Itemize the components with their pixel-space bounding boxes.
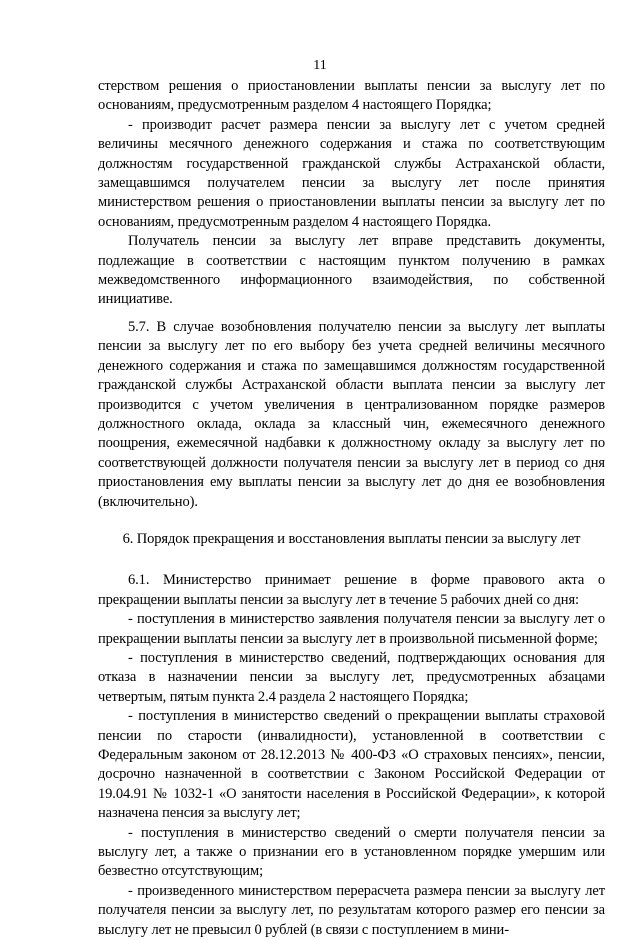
paragraph-6-1: 6.1. Министерство принимает решение в форме правового акта о прекращении выплаты пенсии за выслугу лет в течение 5 рабочих дней со дня: bbox=[98, 572, 605, 608]
list-item-refusal-grounds: - поступления в министерство сведений, подтверждающих основания для отказа в назначении пенсии за выслугу лет, предусмотренных абзацами четвертым, пятым пункта 2.4 раздела 2 настоящего Порядка; bbox=[98, 649, 605, 705]
document-body bbox=[98, 77, 605, 940]
list-item-application: - поступления в министерство заявления получателя пенсии за выслугу лет о прекращении выплаты пенсии за выслугу лет в произвольной письменной форме; bbox=[98, 611, 605, 647]
paragraph-continuation: стерством решения о приостановлении выплаты пенсии за выслугу лет по основаниям, предусмотренным разделом 4 настоящего Порядка; bbox=[98, 78, 605, 114]
page-number: 11 bbox=[313, 58, 327, 73]
paragraph-calculation: - производит расчет размера пенсии за выслугу лет с учетом средней величины месячного денежного содержания и стажа по соответствующим должностям государственной гражданской службы Астраханской области, замещавшимся получателем пенсии за выслугу лет после принятия министерством решения о приостановлении выплаты пенсии за выслугу лет по основаниям, предусмотренным разделом 4 настоящего Порядка. bbox=[98, 116, 605, 230]
paragraph-5-7: 5.7. В случае возобновления получателю пенсии за выслугу лет выплаты пенсии за выслугу лет по его выбору без учета средней величины месячного денежного содержания и стажа по замещавшимся должностям государственной гражданской службы Астраханской области выплата пенсии за выслугу лет производится с учетом увеличения в централизованном порядке размеров должностного оклада, оклада за классный чин, ежемесячного денежного поощрения, ежемесячной надбавки к должностному окладу за выслугу лет по соответствующей должности получателя пенсии за выслугу лет в период со дня приостановления ему выплаты пенсии за выслугу лет до дня ее возобновления (включительно). bbox=[98, 318, 605, 510]
list-item-death: - поступления в министерство сведений о смерти получателя пенсии за выслугу лет, а также о признании его в установленном порядке умершим или безвестно отсутствующим; bbox=[98, 824, 605, 880]
paragraph-documents: Получатель пенсии за выслугу лет вправе представить документы, подлежащие в соответствии с настоящим пунктом получению в рамках межведомственного информационного взаимодействия, по собственной инициативе. bbox=[98, 233, 605, 308]
list-item-recalculation: - произведенного министерством перерасчета размера пенсии за выслугу лет получателя пенсии за выслугу лет, по результатам которого размер его пенсии за выслугу лет не превысил 0 рублей (в связи с поступлением в мини- bbox=[98, 882, 605, 938]
list-item-insurance-pension: - поступления в министерство сведений о прекращении выплаты страховой пенсии по старости (инвалидности), установленной в соответствии с Федеральным законом от 28.12.2013 № 400-ФЗ «О страховых пенсиях», пенсии, досрочно назначенной в соответствии с Законом Российской Федерации от 19.04.91 № 1032-1 «О занятости населения в Российской Федерации», к которой назначена пенсия за выслугу лет; bbox=[98, 708, 605, 822]
section-heading-6: 6. Порядок прекращения и восстановления выплаты пенсии за выслугу лет bbox=[122, 530, 581, 547]
